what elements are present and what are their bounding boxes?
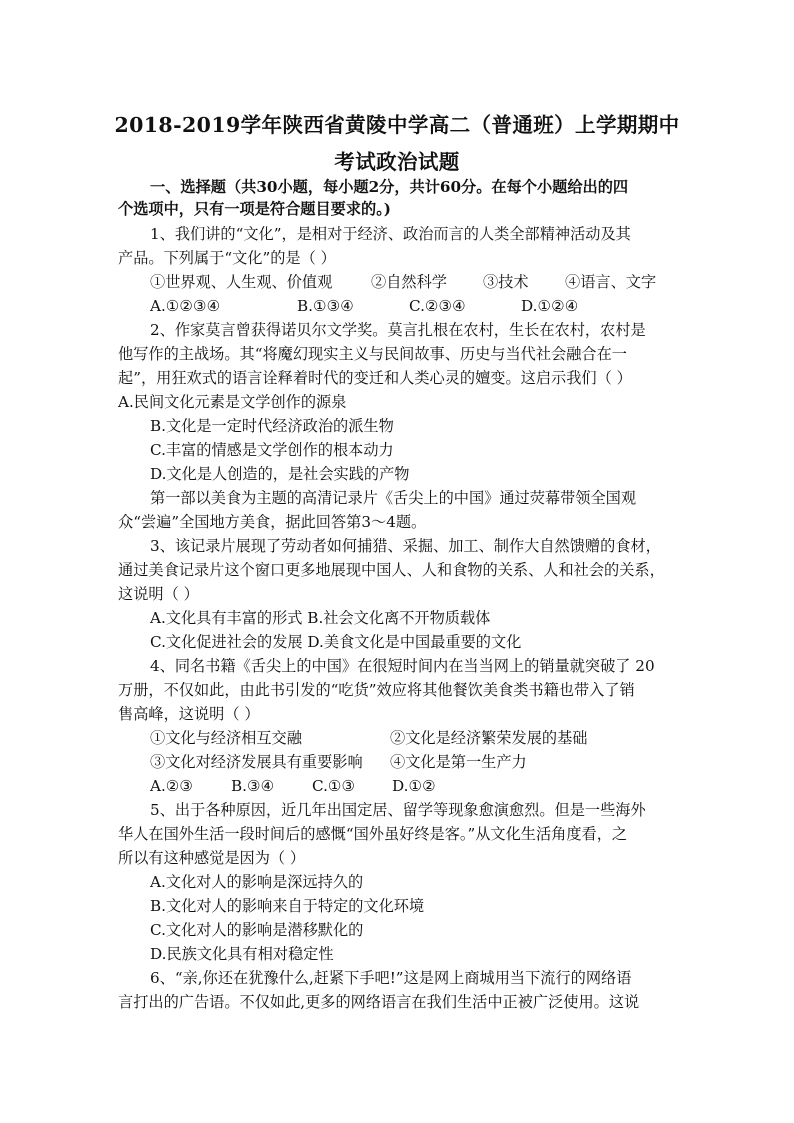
q5-option-b: B.文化对人的影响来自于特定的文化环境 (150, 897, 425, 915)
section-heading-line2: 个选项中，只有一项是符合题目要求的。) (118, 200, 391, 218)
q3-options-row2: C.文化促进社会的发展 D.美食文化是中国最重要的文化 (150, 633, 522, 651)
q4-stem-line1: 4、同名书籍《舌尖上的中国》在很短时间内在当当网上的销量就突破了 20 (150, 657, 655, 675)
intro-q3-4-line1: 第一部以美食为主题的高清记录片《舌尖上的中国》通过荧幕带领全国观 (150, 489, 636, 507)
q1-option-b: B.①③④ (297, 297, 354, 315)
q5-stem-line1: 5、出于各种原因，近几年出国定居、留学等现象愈演愈烈。但是一些海外 (150, 801, 646, 819)
q2-option-d: D.文化是人创造的，是社会实践的产物 (150, 465, 410, 483)
q4-option-d: D.①② (392, 777, 436, 795)
q4-item-3: ③文化对经济发展具有重要影响 (150, 753, 363, 771)
q3-options-row1: A.文化具有丰富的形式 B.社会文化离不开物质载体 (150, 609, 491, 627)
q3-stem-line3: 这说明（ ） (118, 585, 199, 603)
q1-stem-line2: 产品。下列属于“文化”的是（ ） (118, 249, 336, 267)
q2-option-c: C.丰富的情感是文学创作的根本动力 (150, 441, 394, 459)
q2-stem-line1: 2、作家莫言曾获得诺贝尔文学奖。莫言扎根在农村，生长在农村，农村是 (150, 321, 646, 339)
q4-option-c: C.①③ (312, 777, 356, 795)
q5-option-a: A.文化对人的影响是深远持久的 (150, 873, 364, 891)
q2-stem-line3: 起”，用狂欢式的语言诠释着时代的变迁和人类心灵的嬗变。这启示我们（ ） (118, 369, 632, 387)
q2-option-b: B.文化是一定时代经济政治的派生物 (150, 417, 394, 435)
q5-stem-line2: 华人在国外生活一段时间后的感慨“国外虽好终是客。”从文化生活角度看，之 (118, 825, 628, 843)
q5-stem-line3: 所以有这种感觉是因为（ ） (118, 849, 306, 867)
exam-title-line2: 考试政治试题 (334, 150, 460, 174)
q1-option-a: A.①②③④ (150, 297, 221, 315)
q4-item-4: ④文化是第一生产力 (390, 753, 527, 771)
q2-option-a: A.民间文化元素是文学创作的源泉 (118, 393, 347, 411)
q4-option-a: A.②③ (150, 777, 194, 795)
q1-stem-line1: 1、我们讲的“文化”，是相对于经济、政治而言的人类全部精神活动及其 (150, 225, 631, 243)
q1-item-4: ④语言、文字 (565, 273, 657, 291)
q1-item-2: ②自然科学 (371, 273, 447, 291)
section-heading-line1: 一、选择题（共30小题，每小题2分，共计60分。在每个小题给出的四 (150, 178, 629, 196)
q6-stem-line2: 言打出的广告语。不仅如此,更多的网络语言在我们生活中正被广泛使用。这说 (118, 993, 640, 1011)
q3-stem-line2: 通过美食记录片这个窗口更多地展现中国人、人和食物的关系、人和社会的关系， (118, 561, 665, 579)
q1-option-d: D.①②④ (521, 297, 579, 315)
q3-stem-line1: 3、该记录片展现了劳动者如何捕猎、采掘、加工、制作大自然馈赠的食材， (150, 537, 661, 555)
q1-item-3: ③技术 (483, 273, 529, 291)
q4-stem-line2: 万册，不仅如此，由此书引发的“吃货”效应将其他餐饮美食类书籍也带入了销 (118, 681, 635, 699)
q4-stem-line3: 售高峰，这说明（ ） (118, 705, 260, 723)
q4-item-1: ①文化与经济相互交融 (150, 729, 302, 747)
q1-option-c: C.②③④ (409, 297, 466, 315)
q4-option-b: B.③④ (231, 777, 275, 795)
q6-stem-line1: 6、“亲,你还在犹豫什么,赶紧下手吧!”这是网上商城用当下流行的网络语 (150, 969, 632, 987)
q4-item-2: ②文化是经济繁荣发展的基础 (390, 729, 588, 747)
q5-option-d: D.民族文化具有相对稳定性 (150, 945, 334, 963)
q1-item-1: ①世界观、人生观、价值观 (150, 273, 333, 291)
intro-q3-4-line2: 众“尝遍”全国地方美食，据此回答第3～4题。 (118, 513, 427, 531)
q2-stem-line2: 他写作的主战场。其“将魔幻现实主义与民间故事、历史与当代社会融合在一 (118, 345, 627, 363)
q5-option-c: C.文化对人的影响是潜移默化的 (150, 921, 364, 939)
exam-title-line1: 2018-2019学年陕西省黄陵中学高二（普通班）上学期期中 (114, 113, 680, 137)
